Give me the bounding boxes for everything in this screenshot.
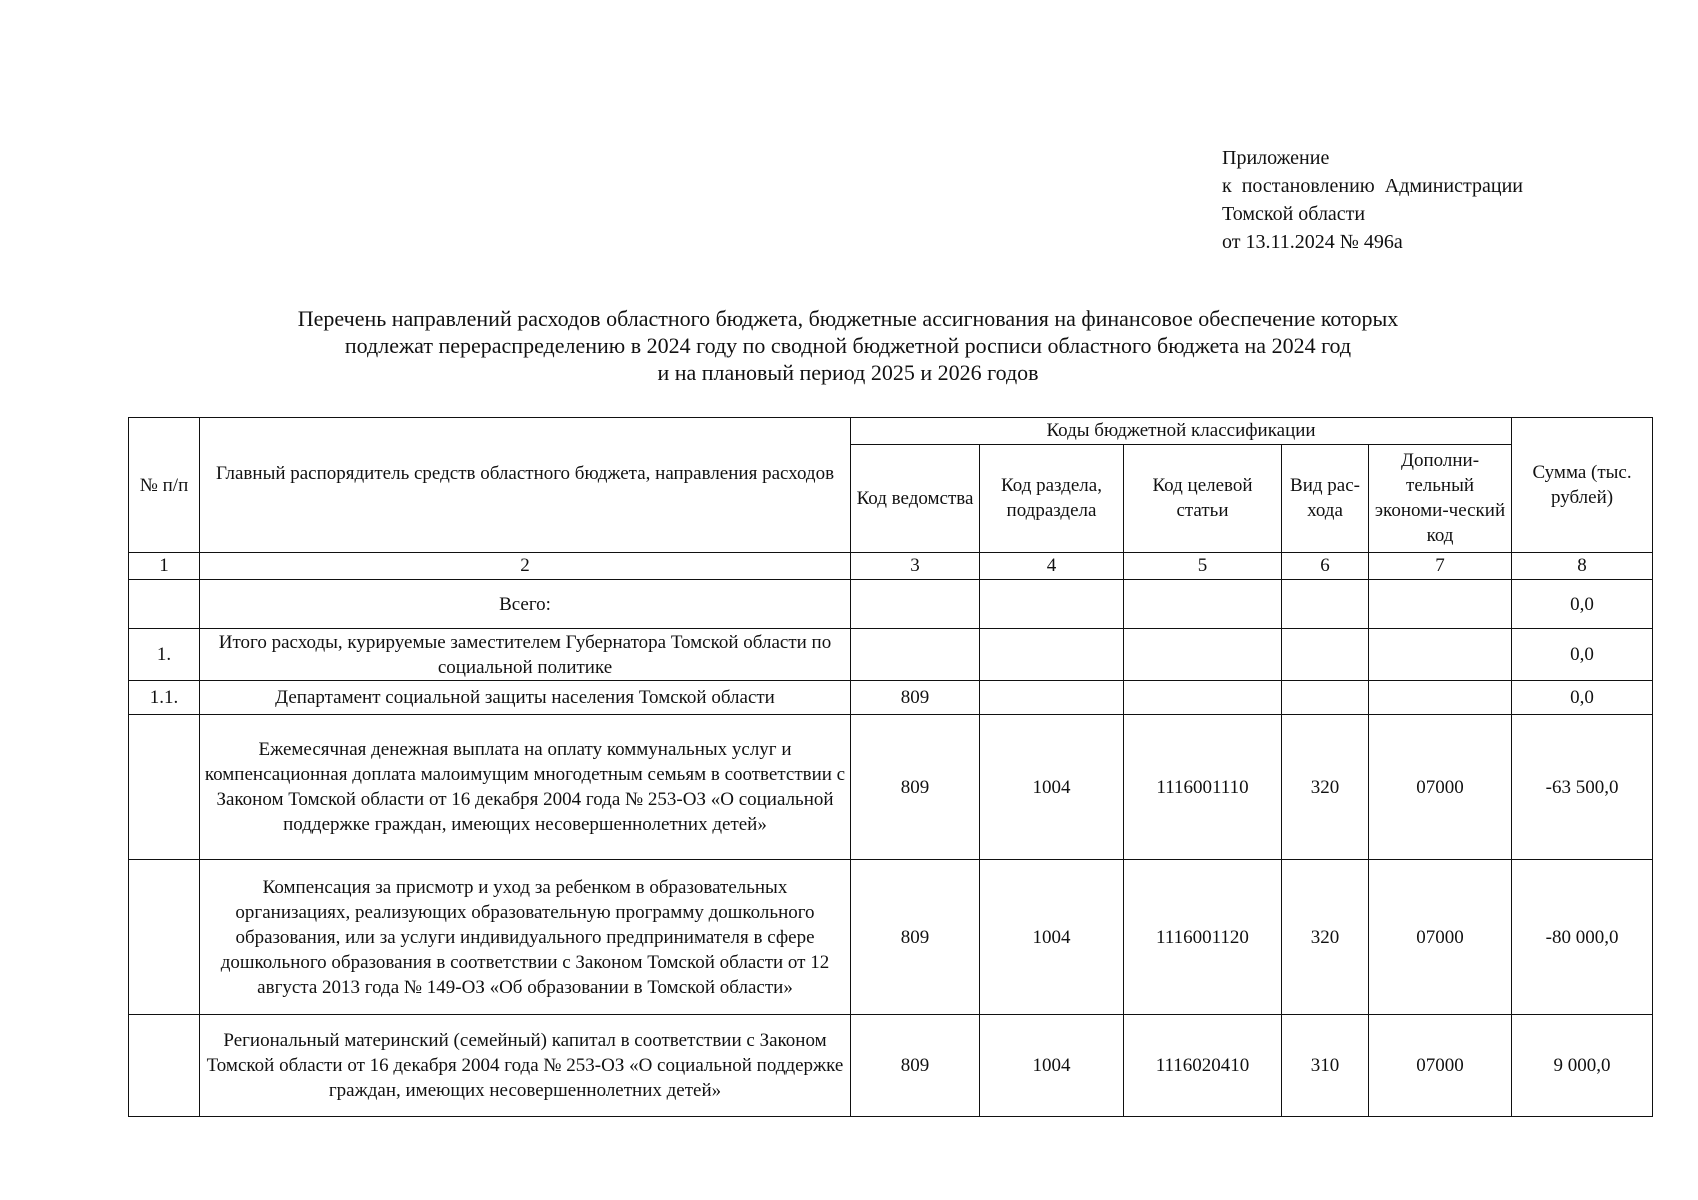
row-extra-code — [1369, 681, 1512, 715]
column-number: 7 — [1369, 553, 1512, 580]
row-sum: 0,0 — [1512, 580, 1653, 629]
row-sum: -80 000,0 — [1512, 860, 1653, 1015]
appendix-line: к постановлению Администрации — [1222, 175, 1523, 197]
header-name: Главный распорядитель средств областного бюджета, направления расходов — [200, 418, 851, 553]
row-target-code: 1116001110 — [1124, 715, 1282, 860]
row-name: Всего: — [200, 580, 851, 629]
row-extra-code — [1369, 629, 1512, 681]
table-row — [129, 715, 1653, 860]
column-number: 2 — [200, 553, 851, 580]
document-title — [128, 305, 1568, 386]
row-section-code — [980, 681, 1124, 715]
table-row — [129, 629, 1653, 681]
column-number: 6 — [1282, 553, 1369, 580]
header-sum: Сумма (тыс. рублей) — [1512, 418, 1653, 553]
row-extra-code: 07000 — [1369, 860, 1512, 1015]
row-name: Региональный материнский (семейный) капитал в соответствии с Законом Томской области от 16 декабря 2004 года № 253-ОЗ «О социальной поддержке граждан, имеющих несовершеннолетних детей» — [200, 1015, 851, 1117]
row-name: Итого расходы, курируемые заместителем Губернатора Томской области по социальной политике — [200, 629, 851, 681]
table-row-total — [129, 580, 1653, 629]
row-expense-type — [1282, 629, 1369, 681]
table-row — [129, 681, 1653, 715]
row-dept-code: 809 — [851, 1015, 980, 1117]
row-name: Департамент социальной защиты населения Томской области — [200, 681, 851, 715]
row-dept-code: 809 — [851, 715, 980, 860]
row-extra-code — [1369, 580, 1512, 629]
table-row — [129, 1015, 1653, 1117]
table-row — [129, 860, 1653, 1015]
row-sum: 9 000,0 — [1512, 1015, 1653, 1117]
header-extra-code: Дополни-тельный экономи-ческий код — [1369, 444, 1512, 552]
row-section-code: 1004 — [980, 860, 1124, 1015]
header-codes-group: Коды бюджетной классификации — [851, 418, 1512, 445]
row-extra-code: 07000 — [1369, 1015, 1512, 1117]
appendix-line: Приложение — [1222, 147, 1330, 169]
row-expense-type — [1282, 681, 1369, 715]
header-section-code: Код раздела, подраздела — [980, 444, 1124, 552]
row-name: Ежемесячная денежная выплата на оплату коммунальных услуг и компенсационная доплата малоимущим многодетным семьям в соответствии с Законом Томской области от 16 декабря 2004 года № 253-ОЗ «О социальной поддержке граждан, имеющих несовершеннолетних детей» — [200, 715, 851, 860]
row-dept-code: 809 — [851, 860, 980, 1015]
row-target-code — [1124, 580, 1282, 629]
row-expense-type: 320 — [1282, 715, 1369, 860]
row-num — [129, 715, 200, 860]
header-dept-code: Код ведомства — [851, 444, 980, 552]
appendix-line: Томской области — [1222, 203, 1366, 225]
row-expense-type — [1282, 580, 1369, 629]
title-line: Перечень направлений расходов областного бюджета, бюджетные ассигнования на финансовое обеспечение которых — [297, 306, 1399, 331]
row-sum: 0,0 — [1512, 681, 1653, 715]
row-target-code: 1116001120 — [1124, 860, 1282, 1015]
appendix-date-number: от 13.11.2024 № 496а — [1222, 231, 1403, 253]
column-number: 4 — [980, 553, 1124, 580]
row-num: 1. — [129, 629, 200, 681]
row-name: Компенсация за присмотр и уход за ребенком в образовательных организациях, реализующих образовательную программу дошкольного образования, или за услуги индивидуального предпринимателя в сфере дошкольного образования в соответствии с Законом Томской области от 12 августа 2013 года № 149-ОЗ «Об образовании в Томской области» — [200, 860, 851, 1015]
row-num — [129, 860, 200, 1015]
row-dept-code — [851, 580, 980, 629]
title-line: подлежат перераспределению в 2024 году по сводной бюджетной росписи областного бюджета на 2024 год — [344, 333, 1352, 358]
column-number: 8 — [1512, 553, 1653, 580]
row-target-code — [1124, 629, 1282, 681]
column-number: 5 — [1124, 553, 1282, 580]
row-num: 1.1. — [129, 681, 200, 715]
title-line: и на плановый период 2025 и 2026 годов — [657, 360, 1039, 385]
budget-table — [128, 417, 1653, 1117]
column-number: 1 — [129, 553, 200, 580]
header-num: № п/п — [129, 418, 200, 553]
column-number: 3 — [851, 553, 980, 580]
row-extra-code: 07000 — [1369, 715, 1512, 860]
row-sum: 0,0 — [1512, 629, 1653, 681]
header-row — [129, 418, 1653, 445]
row-section-code: 1004 — [980, 1015, 1124, 1117]
column-number-row — [129, 553, 1653, 580]
row-expense-type: 310 — [1282, 1015, 1369, 1117]
row-target-code: 1116020410 — [1124, 1015, 1282, 1117]
row-section-code: 1004 — [980, 715, 1124, 860]
row-expense-type: 320 — [1282, 860, 1369, 1015]
header-target-code: Код целевой статьи — [1124, 444, 1282, 552]
row-section-code — [980, 629, 1124, 681]
appendix-block — [1222, 144, 1523, 256]
row-dept-code — [851, 629, 980, 681]
row-num — [129, 1015, 200, 1117]
row-num — [129, 580, 200, 629]
row-target-code — [1124, 681, 1282, 715]
row-section-code — [980, 580, 1124, 629]
row-dept-code: 809 — [851, 681, 980, 715]
header-expense-type: Вид рас-хода — [1282, 444, 1369, 552]
row-sum: -63 500,0 — [1512, 715, 1653, 860]
